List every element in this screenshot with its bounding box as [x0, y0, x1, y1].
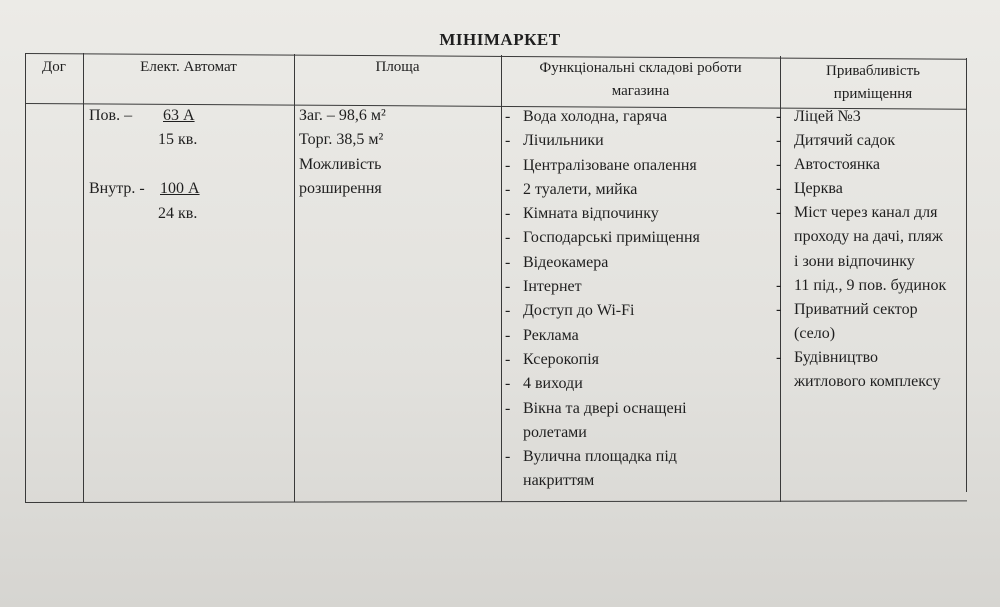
list-item: - 2 туалети, мийка: [505, 180, 638, 198]
list-item: - Вулична площадка під накриттям: [503, 445, 700, 494]
list-item: - Інтернет: [505, 278, 582, 296]
area-expansion-line1: Можливість: [299, 156, 382, 173]
list-item: - Відеокамера: [505, 253, 609, 271]
electric-vnutr-label: Внутр. -: [89, 180, 145, 197]
area-expansion-line2: розширення: [299, 180, 382, 197]
list-item: - Централізоване опалення: [505, 156, 697, 174]
list-item: - Кімната відпочинку: [505, 205, 659, 223]
header-attractiveness: [780, 60, 966, 106]
list-item-text: 4 виходи: [523, 375, 583, 393]
list-item: - Лічильники: [505, 132, 604, 150]
attractiveness-list: [774, 105, 946, 394]
list-item-text: Інтернет: [523, 278, 582, 296]
table-left-border: [25, 53, 26, 502]
area-trade: Торг. 38,5 м²: [299, 131, 384, 148]
list-item: - 11 під., 9 пов. будинок: [776, 276, 947, 294]
electric-vnutr-kv: 24 кв.: [158, 205, 198, 222]
header-contract: Дог: [42, 59, 66, 75]
list-item: - Вода холодна, гаряча: [505, 108, 668, 125]
header-attractiveness-line2: приміщення: [833, 86, 913, 102]
area-total: Заг. – 98,6 м²: [299, 107, 386, 124]
list-item-text: Будівництво: [794, 348, 879, 366]
electric-pov-value: 63 А: [163, 107, 195, 124]
functional-list: [503, 105, 700, 494]
header-attractiveness-line1: Привабливість: [826, 63, 920, 79]
column-divider-3: [501, 55, 502, 502]
header-electric-breaker: Елект. Автомат: [140, 59, 237, 75]
list-item-continuation: ролетами: [523, 423, 587, 441]
list-item: - Господарські приміщення: [505, 229, 700, 247]
list-item: - Доступ до Wi-Fi: [505, 302, 635, 320]
header-functional-line1: Функціональні складові роботи: [539, 60, 742, 76]
header-functional: [501, 57, 780, 103]
column-divider-1: [83, 53, 84, 502]
header-area: Площа: [375, 59, 420, 75]
list-item-text: Реклама: [523, 326, 579, 344]
list-item-text: Вода холодна, гаряча: [523, 108, 668, 125]
list-item-continuation: житлового комплексу: [794, 373, 941, 391]
list-item-text: Церква: [794, 180, 843, 198]
list-item-text: Автостоянка: [794, 156, 881, 174]
list-item-text: Доступ до Wi-Fi: [523, 302, 635, 320]
electric-vnutr-value: 100 А: [160, 180, 200, 197]
list-item: - 4 виходи: [505, 375, 583, 393]
list-item-text: Міст через канал для: [794, 204, 938, 222]
list-item-continuation: (село): [794, 324, 836, 342]
list-item: - Автостоянка: [776, 156, 881, 174]
list-item: - Дитячий садок: [776, 132, 896, 150]
header-functional-line2: магазина: [611, 83, 670, 99]
column-divider-2: [294, 54, 295, 502]
list-item-text: 11 під., 9 пов. будинок: [794, 276, 947, 294]
list-item-text: Дитячий садок: [794, 132, 896, 150]
list-item: - Церква: [776, 180, 843, 198]
table-bottom-border: [25, 500, 967, 503]
list-item-text: 2 туалети, мийка: [523, 180, 638, 198]
page-title: МІНІМАРКЕТ: [439, 30, 561, 49]
list-item-continuation: накриттям: [523, 472, 595, 490]
list-item-text: Вікна та двері оснащені: [523, 399, 687, 417]
list-item-text: Кімната відпочинку: [523, 205, 659, 223]
list-item-text: Господарські приміщення: [523, 229, 700, 247]
list-item: - Міст через канал для проходу на дачі, пляж і зони відпочинку: [774, 201, 946, 273]
list-item-continuation: і зони відпочинку: [794, 252, 915, 270]
list-item: - Реклама: [505, 326, 579, 344]
list-item-text: Лічильники: [523, 132, 604, 150]
list-item: - Приватний сектор (село): [774, 298, 946, 346]
list-item: - Вікна та двері оснащені ролетами: [503, 397, 700, 446]
list-item: - Ксерокопія: [505, 350, 599, 368]
list-item-text: Ліцей №3: [794, 108, 861, 125]
list-item-text: Вулична площадка під: [523, 448, 677, 466]
list-item-continuation: проходу на дачі, пляж: [794, 228, 943, 246]
electric-pov-label: Пов. –: [89, 107, 133, 124]
list-item-text: Ксерокопія: [523, 350, 599, 368]
electric-pov-kv: 15 кв.: [158, 131, 198, 148]
list-item-text: Приватний сектор: [794, 300, 918, 318]
table-right-border: [966, 58, 967, 492]
list-item-text: Відеокамера: [523, 253, 609, 271]
list-item: - Ліцей №3: [776, 108, 861, 125]
list-item-text: Централізоване опалення: [523, 156, 697, 174]
list-item: - Будівництво житлового комплексу: [774, 346, 946, 394]
